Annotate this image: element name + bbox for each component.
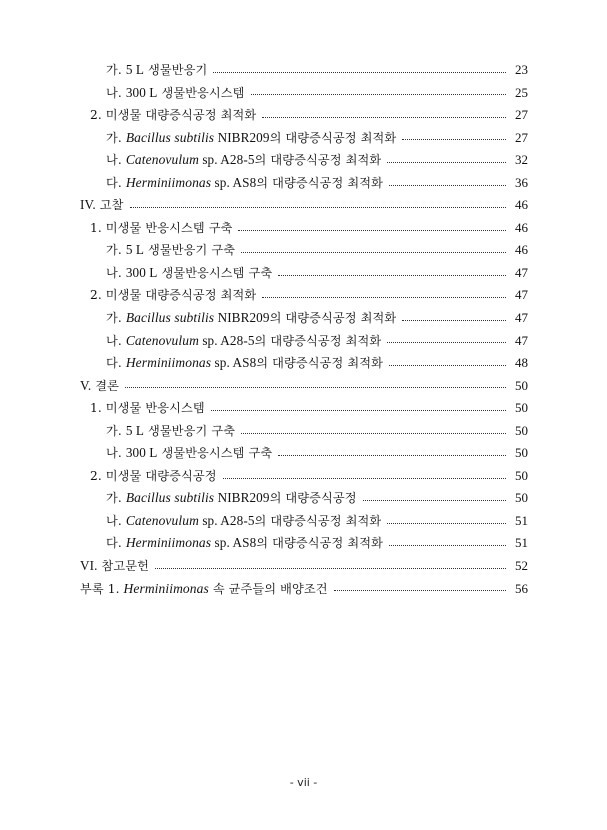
toc-entry bbox=[0, 307, 607, 330]
toc-entry-page-number: 48 bbox=[515, 355, 528, 371]
toc-entry-title-part: 2. 미생물 대량증식공정 최적화 bbox=[90, 288, 257, 303]
toc-entry-title-part: 다. bbox=[106, 536, 126, 551]
toc-entry-species-name: Herminiimonas bbox=[123, 580, 209, 596]
dot-leader bbox=[387, 342, 506, 343]
dot-leader bbox=[155, 568, 506, 569]
toc-entry-title-part: 생물반응시스템 구축 bbox=[157, 265, 273, 280]
toc-entry-page-number: 52 bbox=[515, 558, 528, 574]
toc-entry-page-number: 32 bbox=[515, 152, 528, 168]
toc-entry-title bbox=[90, 397, 205, 420]
toc-entry-title-part: 생물반응기 bbox=[144, 63, 208, 77]
dot-leader bbox=[387, 523, 506, 524]
toc-entry-title-part: sp. A28-5 bbox=[198, 152, 255, 168]
dot-leader bbox=[278, 275, 506, 276]
page-number-footer: - vii - bbox=[289, 776, 318, 789]
dot-leader bbox=[241, 252, 506, 253]
toc-entry bbox=[0, 578, 607, 601]
toc-entry-title-part: 부록 1. bbox=[80, 581, 124, 596]
toc-entry-species-name: Catenovulum bbox=[125, 332, 199, 348]
dot-leader bbox=[387, 162, 506, 163]
toc-entry-page-number: 23 bbox=[515, 62, 528, 77]
toc-entry bbox=[0, 194, 607, 217]
toc-entry-title bbox=[106, 330, 381, 353]
toc-entry bbox=[0, 104, 607, 127]
toc-entry-title-part: sp. AS8 bbox=[211, 174, 257, 190]
toc-entry-title-part: 의 대량증식공정 최적화 bbox=[254, 333, 382, 348]
dot-leader bbox=[262, 297, 506, 298]
toc-entry-title-part: 300 L bbox=[125, 84, 158, 100]
toc-entry-species-name: Bacillus subtilis bbox=[125, 490, 215, 506]
dot-leader bbox=[251, 94, 506, 95]
toc-entry bbox=[0, 465, 607, 488]
toc-entry-page-number: 25 bbox=[515, 84, 528, 100]
toc-entry-title-part: 다. bbox=[106, 175, 126, 190]
toc-entry bbox=[0, 284, 607, 307]
toc-entry-title-part: 의 대량증식공정 최적화 bbox=[256, 175, 383, 190]
toc-entry-page-number: 27 bbox=[515, 107, 528, 123]
toc-entry-species-name: Herminiimonas bbox=[125, 355, 212, 371]
toc-entry-title-part: 의 대량증식공정 최적화 bbox=[269, 311, 397, 326]
toc-entry-page-number: 51 bbox=[515, 512, 528, 528]
dot-leader bbox=[402, 320, 506, 321]
toc-entry-title-part: 의 대량증식공정 최적화 bbox=[256, 356, 383, 371]
toc-entry-title bbox=[80, 375, 119, 398]
toc-entry-title-part: 생물반응시스템 bbox=[157, 85, 245, 100]
toc-entry bbox=[0, 532, 607, 555]
dot-leader bbox=[389, 185, 506, 186]
toc-entry bbox=[0, 127, 607, 150]
toc-entry-title bbox=[106, 172, 383, 195]
toc-entry-title-part: V. bbox=[80, 377, 92, 393]
toc-entry bbox=[0, 487, 607, 510]
toc-entry-title bbox=[106, 532, 383, 555]
toc-entry-page-number: 50 bbox=[515, 467, 528, 483]
dot-leader bbox=[389, 365, 506, 366]
toc-entry bbox=[0, 375, 607, 398]
toc-entry-title-part: NIBR209 bbox=[214, 490, 270, 506]
toc-entry-title-part: 의 대량증식공정 최적화 bbox=[256, 536, 383, 551]
toc-entry-page-number: 27 bbox=[515, 129, 528, 145]
toc-entry bbox=[0, 420, 607, 443]
toc-entry-page-number: 50 bbox=[515, 400, 528, 416]
toc-entry-title bbox=[106, 487, 357, 510]
toc-entry-title-part: 속 균주들의 배양조건 bbox=[208, 581, 328, 596]
toc-entry-page-number: 56 bbox=[515, 580, 528, 596]
dot-leader bbox=[262, 117, 506, 118]
toc-entry bbox=[0, 555, 607, 578]
toc-entry-title-part: 의 대량증식공정 최적화 bbox=[254, 513, 382, 528]
toc-entry-title bbox=[106, 59, 207, 82]
toc-entry-title-part: 가. bbox=[106, 491, 126, 506]
toc-entry-title bbox=[90, 104, 256, 127]
toc-entry-title bbox=[106, 262, 272, 285]
toc-entry bbox=[0, 217, 607, 240]
toc-entry-page-number: 47 bbox=[515, 264, 528, 280]
dot-leader bbox=[389, 545, 506, 546]
toc-entry-page-number: 50 bbox=[515, 445, 528, 461]
toc-entry-title bbox=[80, 578, 328, 601]
toc-entry-species-name: Herminiimonas bbox=[125, 174, 212, 190]
toc-entry-title-part: 5 L bbox=[125, 242, 145, 258]
toc-entry-title-part: 300 L bbox=[125, 445, 158, 461]
toc-entry-page-number: 51 bbox=[515, 535, 528, 551]
toc-entry-title-part: VI. bbox=[80, 558, 98, 574]
toc-entry-title-part: 생물반응시스템 구축 bbox=[157, 446, 273, 461]
toc-entry-title-part: NIBR209 bbox=[214, 310, 270, 326]
toc-entry-title-part: 나. bbox=[106, 513, 126, 528]
toc-entry-title-part: 생물반응기 구축 bbox=[144, 243, 236, 258]
toc-entry-title-part: 나. bbox=[106, 446, 126, 461]
toc-entry-title-part: 1. 미생물 반응시스템 구축 bbox=[90, 220, 233, 235]
toc-entry-title-part: 나. bbox=[106, 333, 126, 348]
toc-entry-title-part: 나. bbox=[106, 85, 126, 100]
toc-entry-title-part: 나. bbox=[106, 153, 126, 168]
toc-entry-title-part: 결론 bbox=[91, 378, 120, 393]
toc-entry-title bbox=[106, 82, 245, 105]
toc-entry-page-number: 47 bbox=[515, 287, 528, 303]
toc-entry-title bbox=[106, 307, 396, 330]
dot-leader bbox=[334, 590, 506, 591]
toc-entry-title-part: sp. AS8 bbox=[211, 355, 257, 371]
dot-leader bbox=[213, 72, 506, 73]
dot-leader bbox=[223, 478, 506, 479]
toc-entry-title-part: 5 L bbox=[125, 62, 145, 77]
toc-entry-title bbox=[90, 465, 217, 488]
toc-entry bbox=[0, 262, 607, 285]
toc-entry bbox=[0, 330, 607, 353]
toc-entry-species-name: Bacillus subtilis bbox=[125, 310, 215, 326]
toc-entry-title-part: 5 L bbox=[125, 422, 145, 438]
dot-leader bbox=[238, 230, 506, 231]
toc-entry-title bbox=[106, 420, 235, 443]
toc-entry bbox=[0, 82, 607, 105]
toc-entry-title-part: 참고문헌 bbox=[97, 559, 149, 574]
toc-entry-title-part: 가. bbox=[106, 243, 126, 258]
dot-leader bbox=[402, 139, 506, 140]
toc-entry-title-part: 의 대량증식공정 최적화 bbox=[254, 153, 382, 168]
toc-entry bbox=[0, 172, 607, 195]
toc-entry-title-part: 300 L bbox=[125, 264, 158, 280]
toc-entry bbox=[0, 397, 607, 420]
dot-leader bbox=[211, 410, 506, 411]
toc-entry-species-name: Herminiimonas bbox=[125, 535, 212, 551]
table-of-contents bbox=[0, 59, 607, 600]
toc-entry-title bbox=[106, 510, 381, 533]
toc-entry-title-part: 가. bbox=[106, 311, 126, 326]
toc-entry-title bbox=[90, 217, 232, 240]
toc-entry-title bbox=[106, 442, 272, 465]
toc-entry-title-part: NIBR209 bbox=[214, 129, 270, 145]
toc-entry-title-part: 다. bbox=[106, 356, 126, 371]
toc-entry bbox=[0, 149, 607, 172]
toc-entry-page-number: 50 bbox=[515, 422, 528, 438]
toc-entry-title-part: IV. bbox=[80, 197, 96, 213]
toc-entry bbox=[0, 352, 607, 375]
toc-entry-page-number: 47 bbox=[515, 332, 528, 348]
toc-entry bbox=[0, 239, 607, 262]
toc-entry-title bbox=[80, 194, 124, 217]
dot-leader bbox=[130, 207, 506, 208]
toc-entry-page-number: 46 bbox=[515, 242, 528, 258]
toc-entry-page-number: 46 bbox=[515, 219, 528, 235]
toc-entry-title-part: 가. bbox=[106, 130, 126, 145]
toc-entry-title-part: 2. 미생물 대량증식공정 최적화 bbox=[90, 108, 257, 123]
toc-entry-species-name: Catenovulum bbox=[125, 152, 199, 168]
dot-leader bbox=[241, 433, 506, 434]
toc-entry-title-part: sp. AS8 bbox=[211, 535, 257, 551]
toc-entry-title-part: 1. 미생물 반응시스템 bbox=[90, 401, 205, 416]
toc-entry-title-part: 생물반응기 구축 bbox=[144, 423, 236, 438]
toc-entry-page-number: 50 bbox=[515, 377, 528, 393]
toc-entry-title bbox=[106, 239, 235, 262]
toc-entry-title bbox=[106, 352, 383, 375]
toc-entry-title bbox=[90, 284, 256, 307]
toc-entry-species-name: Bacillus subtilis bbox=[125, 129, 215, 145]
toc-entry-title-part: sp. A28-5 bbox=[198, 332, 255, 348]
toc-entry-title-part: sp. A28-5 bbox=[198, 512, 255, 528]
dot-leader bbox=[125, 387, 506, 388]
toc-entry-page-number: 50 bbox=[515, 490, 528, 506]
toc-entry-species-name: Catenovulum bbox=[125, 512, 199, 528]
toc-entry bbox=[0, 510, 607, 533]
toc-entry-page-number: 47 bbox=[515, 310, 528, 326]
toc-entry-title-part: 가. bbox=[106, 63, 126, 77]
dot-leader bbox=[278, 455, 506, 456]
toc-entry-title bbox=[106, 127, 396, 150]
toc-entry-title-part: 가. bbox=[106, 423, 126, 438]
toc-entry-page-number: 36 bbox=[515, 174, 528, 190]
toc-entry-title-part: 2. 미생물 대량증식공정 bbox=[90, 468, 217, 483]
toc-entry-title-part: 의 대량증식공정 bbox=[269, 491, 357, 506]
toc-entry-title-part: 의 대량증식공정 최적화 bbox=[269, 130, 397, 145]
toc-entry-title-part: 고찰 bbox=[95, 198, 124, 213]
toc-entry-title bbox=[80, 555, 149, 578]
dot-leader bbox=[363, 500, 506, 501]
toc-entry-title-part: 나. bbox=[106, 265, 126, 280]
toc-entry-page-number: 46 bbox=[515, 197, 528, 213]
toc-entry bbox=[0, 59, 607, 82]
toc-entry-title bbox=[106, 149, 381, 172]
toc-entry bbox=[0, 442, 607, 465]
